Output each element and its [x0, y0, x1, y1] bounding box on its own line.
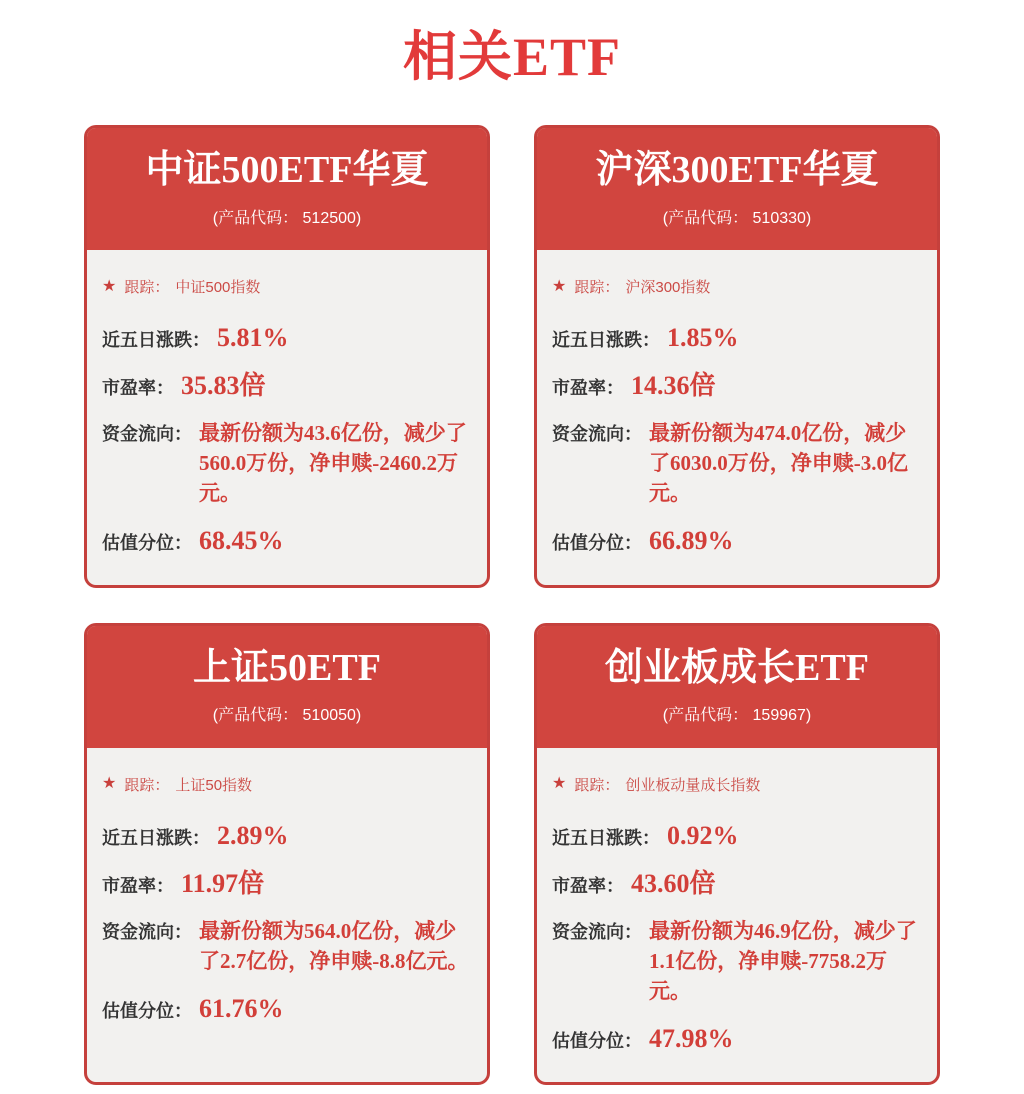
valuation-value: 61.76%	[199, 993, 284, 1023]
flow-value: 最新份额为474.0亿份，减少了6030.0万份，净申赎-3.0亿元。	[649, 421, 908, 506]
flow-label: 资金流向：	[552, 424, 642, 445]
valuation-value: 47.98%	[649, 1023, 734, 1053]
change5d-row	[102, 322, 473, 353]
card-header	[537, 626, 937, 748]
valuation-label: 估值分位：	[552, 533, 642, 554]
valuation-label: 估值分位：	[102, 533, 192, 554]
flow-label: 资金流向：	[552, 921, 642, 942]
pe-value: 14.36倍	[631, 371, 716, 401]
track-row	[102, 276, 473, 297]
etf-card-159967	[534, 623, 940, 1086]
pe-label: 市盈率：	[102, 875, 174, 896]
valuation-value: 68.45%	[199, 526, 284, 556]
track-row	[102, 774, 473, 795]
flow-label: 资金流向：	[102, 921, 192, 942]
etf-product-code: (产品代码： 510330)	[662, 209, 812, 227]
valuation-row	[102, 993, 473, 1024]
etf-card-grid	[0, 125, 1024, 1085]
star-icon: ★	[102, 775, 117, 793]
flow-row	[552, 916, 923, 1006]
track-index: 沪深300指数	[625, 279, 711, 296]
etf-name: 上证50ETF	[193, 646, 381, 689]
card-header	[87, 128, 487, 250]
valuation-row	[552, 525, 923, 556]
star-icon: ★	[552, 277, 567, 295]
etf-name: 中证500ETF华夏	[145, 149, 429, 191]
pe-label: 市盈率：	[552, 378, 624, 399]
page-title: 相关ETF	[402, 27, 622, 87]
change5d-value: 1.85%	[667, 323, 739, 352]
flow-value: 最新份额为43.6亿份，减少了560.0万份，净申赎-2460.2万元。	[199, 421, 467, 506]
star-icon: ★	[102, 277, 117, 295]
pe-label: 市盈率：	[552, 875, 624, 896]
track-label: 跟踪：	[574, 279, 620, 296]
track-row	[552, 276, 923, 297]
card-header	[87, 626, 487, 748]
valuation-row	[552, 1023, 923, 1054]
change5d-label: 近五日涨跌：	[102, 827, 210, 848]
valuation-label: 估值分位：	[102, 1000, 192, 1021]
track-label: 跟踪：	[124, 279, 170, 296]
pe-row	[552, 868, 923, 899]
change5d-label: 近五日涨跌：	[102, 330, 210, 350]
valuation-row	[102, 525, 473, 556]
pe-row	[552, 370, 923, 401]
flow-label: 资金流向：	[102, 424, 192, 445]
track-index: 中证500指数	[175, 279, 261, 296]
pe-label: 市盈率：	[102, 378, 174, 399]
flow-value: 最新份额为46.9亿份，减少了1.1亿份，净申赎-7758.2万元。	[649, 918, 917, 1003]
etf-name: 创业板成长ETF	[605, 646, 869, 689]
change5d-row	[102, 820, 473, 851]
card-body	[537, 250, 937, 585]
track-index: 上证50指数	[175, 776, 253, 794]
pe-value: 43.60倍	[631, 868, 716, 898]
flow-row	[552, 418, 923, 508]
track-label: 跟踪：	[574, 776, 620, 794]
valuation-value: 66.89%	[649, 526, 734, 556]
etf-product-code: (产品代码： 512500)	[212, 209, 362, 227]
card-body	[537, 748, 937, 1083]
star-icon: ★	[552, 775, 567, 793]
etf-name: 沪深300ETF华夏	[595, 149, 879, 191]
change5d-row	[552, 820, 923, 851]
track-index: 创业板动量成长指数	[625, 776, 761, 794]
card-header	[537, 128, 937, 250]
etf-card-512500	[84, 125, 490, 588]
change5d-label: 近五日涨跌：	[552, 827, 660, 848]
flow-row	[102, 418, 473, 508]
change5d-value: 2.89%	[217, 820, 289, 850]
card-body	[87, 748, 487, 1053]
change5d-value: 5.81%	[217, 323, 289, 352]
change5d-label: 近五日涨跌：	[552, 330, 660, 350]
pe-row	[102, 370, 473, 401]
pe-row	[102, 868, 473, 899]
flow-value: 最新份额为564.0亿份，减少了2.7亿份，净申赎-8.8亿元。	[199, 918, 469, 973]
track-row	[552, 774, 923, 795]
etf-product-code: (产品代码： 159967)	[662, 707, 812, 725]
etf-card-510050	[84, 623, 490, 1086]
card-body	[87, 250, 487, 585]
flow-row	[102, 916, 473, 976]
pe-value: 11.97倍	[181, 868, 265, 898]
valuation-label: 估值分位：	[552, 1030, 642, 1051]
etf-product-code: (产品代码： 510050)	[212, 707, 362, 725]
change5d-value: 0.92%	[667, 820, 739, 850]
track-label: 跟踪：	[124, 776, 170, 794]
etf-card-510330	[534, 125, 940, 588]
pe-value: 35.83倍	[181, 371, 266, 401]
change5d-row	[552, 322, 923, 353]
